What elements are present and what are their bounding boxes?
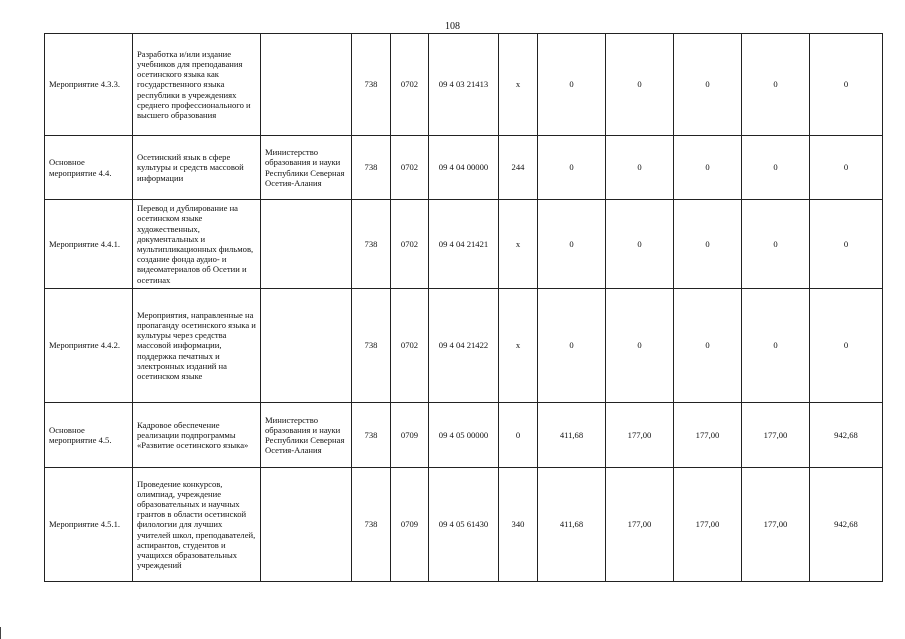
rzpr-code: 0709 — [391, 468, 429, 582]
activity-name: Мероприятие 4.5.1. — [45, 468, 133, 582]
grbs-code: 738 — [352, 136, 391, 200]
amount-4: 0 — [742, 289, 810, 403]
vr-code: 0 — [499, 403, 538, 468]
activity-description: Мероприятия, направленные на пропаганду осетинского языка и культуры через средства массовой информации, поддержка печатных и электронных изданий на осетинском языке — [133, 289, 261, 403]
responsible-executor — [261, 468, 352, 582]
vr-code: x — [499, 289, 538, 403]
amount-3: 0 — [674, 289, 742, 403]
responsible-executor — [261, 34, 352, 136]
rzpr-code: 0702 — [391, 289, 429, 403]
activity-description: Разработка и/или издание учебников для преподавания осетинского языка как государственного языка республики в учреждениях среднего профессионального и высшего образования — [133, 34, 261, 136]
rzpr-code: 0702 — [391, 34, 429, 136]
amount-4: 177,00 — [742, 403, 810, 468]
activity-name: Основное мероприятие 4.5. — [45, 403, 133, 468]
amount-1: 0 — [538, 200, 606, 289]
vr-code: 340 — [499, 468, 538, 582]
csr-code: 09 4 05 61430 — [429, 468, 499, 582]
amount-4: 177,00 — [742, 468, 810, 582]
amount-3: 0 — [674, 200, 742, 289]
vr-code: 244 — [499, 136, 538, 200]
amount-2: 0 — [606, 136, 674, 200]
responsible-executor: Министерство образования и науки Республики Северная Осетия-Алания — [261, 403, 352, 468]
activity-name: Основное мероприятие 4.4. — [45, 136, 133, 200]
amount-4: 0 — [742, 34, 810, 136]
grbs-code: 738 — [352, 200, 391, 289]
rzpr-code: 0702 — [391, 136, 429, 200]
activity-name: Мероприятие 4.4.2. — [45, 289, 133, 403]
grbs-code: 738 — [352, 289, 391, 403]
table-row — [45, 34, 883, 136]
responsible-executor — [261, 289, 352, 403]
amount-2: 177,00 — [606, 403, 674, 468]
grbs-code: 738 — [352, 403, 391, 468]
responsible-executor — [261, 200, 352, 289]
table-row — [45, 468, 883, 582]
csr-code: 09 4 03 21413 — [429, 34, 499, 136]
amount-3: 0 — [674, 34, 742, 136]
grbs-code: 738 — [352, 34, 391, 136]
amount-4: 0 — [742, 136, 810, 200]
table-row — [45, 200, 883, 289]
csr-code: 09 4 05 00000 — [429, 403, 499, 468]
grbs-code: 738 — [352, 468, 391, 582]
page-number: 108 — [445, 21, 460, 32]
rzpr-code: 0709 — [391, 403, 429, 468]
activity-description: Осетинский язык в сфере культуры и средств массовой информации — [133, 136, 261, 200]
budget-table — [44, 33, 883, 582]
amount-total: 942,68 — [810, 403, 883, 468]
amount-1: 411,68 — [538, 468, 606, 582]
csr-code: 09 4 04 21422 — [429, 289, 499, 403]
amount-2: 0 — [606, 200, 674, 289]
amount-3: 177,00 — [674, 468, 742, 582]
responsible-executor: Министерство образования и науки Республики Северная Осетия-Алания — [261, 136, 352, 200]
amount-4: 0 — [742, 200, 810, 289]
amount-3: 177,00 — [674, 403, 742, 468]
activity-name: Мероприятие 4.3.3. — [45, 34, 133, 136]
table-row — [45, 136, 883, 200]
table-row — [45, 289, 883, 403]
csr-code: 09 4 04 21421 — [429, 200, 499, 289]
amount-total: 942,68 — [810, 468, 883, 582]
vr-code: x — [499, 34, 538, 136]
vr-code: x — [499, 200, 538, 289]
activity-description: Проведение конкурсов, олимпиад, учреждение образовательных и научных грантов в области осетинской филологии для лучших учителей школ, преподавателей, аспирантов, студентов и учащихся образовательных учреждений — [133, 468, 261, 582]
amount-1: 0 — [538, 34, 606, 136]
amount-total: 0 — [810, 136, 883, 200]
rzpr-code: 0702 — [391, 200, 429, 289]
table-row — [45, 403, 883, 468]
csr-code: 09 4 04 00000 — [429, 136, 499, 200]
amount-1: 0 — [538, 289, 606, 403]
amount-1: 411,68 — [538, 403, 606, 468]
activity-description: Перевод и дублирование на осетинском языке художественных, документальных и мультипликационных фильмов, создание фонда аудио- и видеоматериалов об Осетии и осетинах — [133, 200, 261, 289]
amount-2: 0 — [606, 289, 674, 403]
amount-2: 0 — [606, 34, 674, 136]
amount-total: 0 — [810, 34, 883, 136]
activity-description: Кадровое обеспечение реализации подпрограммы «Развитие осетинского языка» — [133, 403, 261, 468]
amount-2: 177,00 — [606, 468, 674, 582]
activity-name: Мероприятие 4.4.1. — [45, 200, 133, 289]
scan-edge-mark — [0, 627, 1, 639]
amount-total: 0 — [810, 200, 883, 289]
amount-3: 0 — [674, 136, 742, 200]
amount-1: 0 — [538, 136, 606, 200]
amount-total: 0 — [810, 289, 883, 403]
